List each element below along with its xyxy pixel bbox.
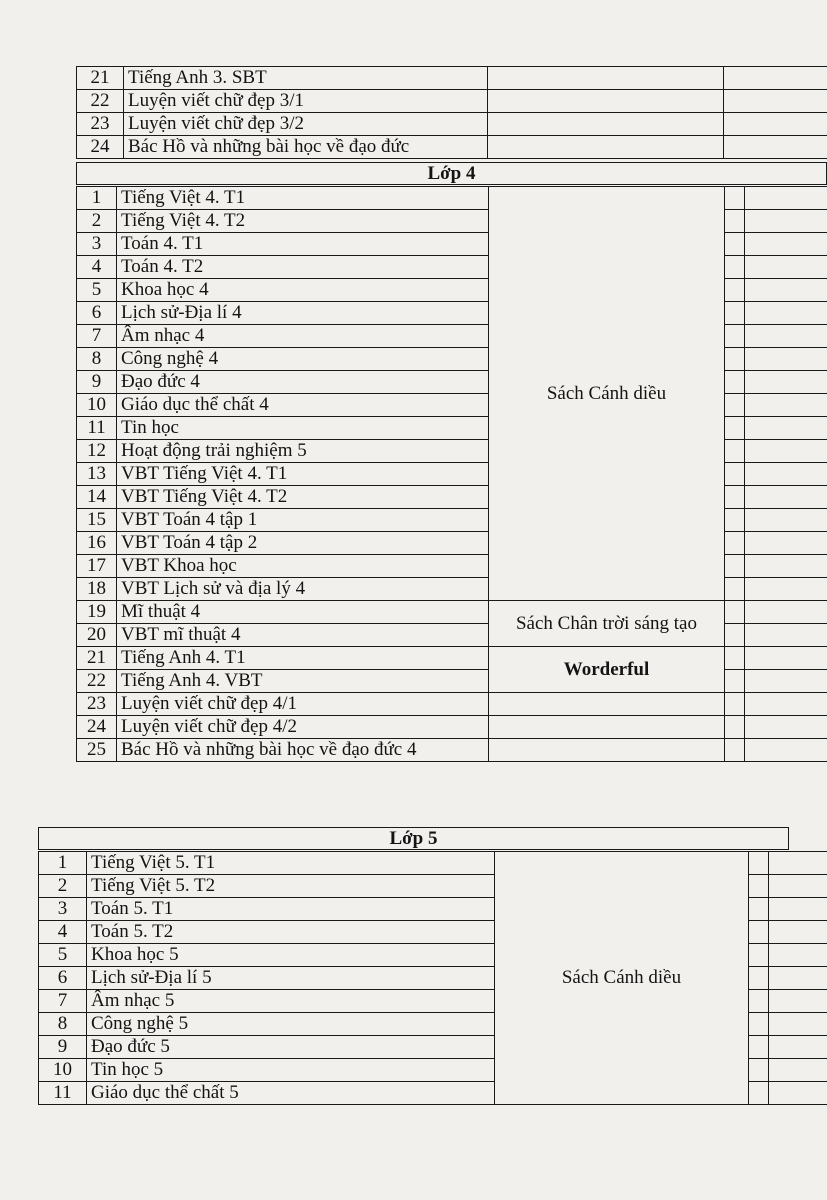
row-number: 2 — [77, 210, 117, 233]
row-number: 5 — [77, 279, 117, 302]
book-title: Công nghệ 4 — [117, 348, 489, 371]
blank-cell — [745, 371, 827, 394]
book-title: Tin học 5 — [87, 1059, 495, 1082]
blank-cell — [725, 302, 745, 325]
book-title: Toán 4. T1 — [117, 233, 489, 256]
book-title: Tiếng Anh 3. SBT — [124, 67, 488, 90]
book-title: Tiếng Anh 4. T1 — [117, 647, 489, 670]
book-title: Tiếng Việt 4. T2 — [117, 210, 489, 233]
blank-cell — [749, 875, 769, 898]
blank-cell — [725, 647, 745, 670]
book-title: Công nghệ 5 — [87, 1013, 495, 1036]
blank-cell — [745, 302, 827, 325]
blank-cell — [745, 486, 827, 509]
row-number: 23 — [77, 113, 124, 136]
book-title: Tiếng Việt 4. T1 — [117, 187, 489, 210]
blank-cell — [745, 693, 827, 716]
publisher-chan-troi-sang-tao: Sách Chân trời sáng tạo — [489, 601, 725, 647]
blank-cell — [745, 440, 827, 463]
blank-cell — [725, 716, 745, 739]
book-title: Toán 4. T2 — [117, 256, 489, 279]
row-number: 24 — [77, 716, 117, 739]
blank-cell — [769, 1036, 827, 1059]
row-number: 13 — [77, 463, 117, 486]
blank-cell — [745, 394, 827, 417]
blank-cell — [725, 693, 745, 716]
blank-cell — [749, 1082, 769, 1105]
blank-cell — [745, 670, 827, 693]
row-number: 11 — [77, 417, 117, 440]
blank-cell — [745, 578, 827, 601]
blank-cell — [724, 90, 827, 113]
blank-cell — [745, 555, 827, 578]
blank-cell — [725, 233, 745, 256]
blank-cell — [769, 921, 827, 944]
book-title: Bác Hồ và những bài học về đạo đức 4 — [117, 739, 489, 762]
row-number: 21 — [77, 67, 124, 90]
blank-cell — [725, 463, 745, 486]
table-row — [77, 67, 827, 90]
row-number: 16 — [77, 532, 117, 555]
blank-cell — [745, 417, 827, 440]
row-number: 6 — [77, 302, 117, 325]
row-number: 3 — [77, 233, 117, 256]
table-row — [77, 716, 827, 739]
book-title: Giáo dục thể chất 4 — [117, 394, 489, 417]
publisher-worderful: Worderful — [489, 647, 725, 693]
blank-cell — [769, 875, 827, 898]
book-title: Âm nhạc 5 — [87, 990, 495, 1013]
book-title: Đạo đức 4 — [117, 371, 489, 394]
book-title: Luyện viết chữ đẹp 3/1 — [124, 90, 488, 113]
row-number: 6 — [39, 967, 87, 990]
blank-cell — [749, 921, 769, 944]
blank-cell — [725, 371, 745, 394]
book-title: Luyện viết chữ đẹp 3/2 — [124, 113, 488, 136]
row-number: 20 — [77, 624, 117, 647]
table-row — [77, 739, 827, 762]
book-title: Hoạt động trải nghiệm 5 — [117, 440, 489, 463]
blank-cell — [745, 716, 827, 739]
book-title: Tiếng Anh 4. VBT — [117, 670, 489, 693]
row-number: 25 — [77, 739, 117, 762]
blank-cell — [725, 555, 745, 578]
blank-cell — [745, 601, 827, 624]
blank-cell — [769, 967, 827, 990]
row-number: 5 — [39, 944, 87, 967]
table-row — [77, 647, 827, 670]
book-title: Tin học — [117, 417, 489, 440]
blank-cell — [749, 967, 769, 990]
blank-cell — [724, 113, 827, 136]
row-number: 1 — [77, 187, 117, 210]
row-number: 11 — [39, 1082, 87, 1105]
book-title: Toán 5. T2 — [87, 921, 495, 944]
book-title: Bác Hồ và những bài học về đạo đức — [124, 136, 488, 159]
table-row — [77, 113, 827, 136]
blank-cell — [749, 852, 769, 875]
publisher-canh-dieu: Sách Cánh diều — [495, 852, 749, 1105]
blank-cell — [725, 256, 745, 279]
blank-cell — [725, 486, 745, 509]
blank-cell — [725, 624, 745, 647]
blank-cell — [745, 233, 827, 256]
row-number: 10 — [77, 394, 117, 417]
publisher-cell — [488, 113, 724, 136]
blank-cell — [725, 210, 745, 233]
book-title: Lịch sử-Địa lí 4 — [117, 302, 489, 325]
book-title: Mĩ thuật 4 — [117, 601, 489, 624]
book-title: VBT Toán 4 tập 2 — [117, 532, 489, 555]
book-title: VBT Lịch sử và địa lý 4 — [117, 578, 489, 601]
blank-cell — [725, 532, 745, 555]
book-title: Toán 5. T1 — [87, 898, 495, 921]
blank-cell — [725, 601, 745, 624]
book-title: VBT Tiếng Việt 4. T1 — [117, 463, 489, 486]
table-row — [39, 852, 827, 875]
blank-cell — [725, 348, 745, 371]
book-title: Khoa học 5 — [87, 944, 495, 967]
row-number: 12 — [77, 440, 117, 463]
blank-cell — [749, 1036, 769, 1059]
book-title: Khoa học 4 — [117, 279, 489, 302]
blank-cell — [769, 1082, 827, 1105]
blank-cell — [749, 1059, 769, 1082]
book-title: Lịch sử-Địa lí 5 — [87, 967, 495, 990]
publisher-cell — [488, 90, 724, 113]
blank-cell — [724, 67, 827, 90]
row-number: 7 — [39, 990, 87, 1013]
publisher-cell — [488, 136, 724, 159]
row-number: 19 — [77, 601, 117, 624]
book-title: VBT Toán 4 tập 1 — [117, 509, 489, 532]
book-title: VBT mĩ thuật 4 — [117, 624, 489, 647]
publisher-cell — [489, 693, 725, 716]
blank-cell — [724, 136, 827, 159]
row-number: 9 — [39, 1036, 87, 1059]
blank-cell — [745, 509, 827, 532]
row-number: 15 — [77, 509, 117, 532]
book-title: Tiếng Việt 5. T1 — [87, 852, 495, 875]
table-row — [77, 693, 827, 716]
table-row — [77, 136, 827, 159]
row-number: 7 — [77, 325, 117, 348]
grade5-table — [38, 851, 827, 1105]
row-number: 3 — [39, 898, 87, 921]
blank-cell — [745, 463, 827, 486]
blank-cell — [725, 670, 745, 693]
book-title: Giáo dục thể chất 5 — [87, 1082, 495, 1105]
blank-cell — [725, 417, 745, 440]
blank-cell — [745, 532, 827, 555]
publisher-cell — [489, 739, 725, 762]
blank-cell — [745, 647, 827, 670]
row-number: 10 — [39, 1059, 87, 1082]
book-title: VBT Khoa học — [117, 555, 489, 578]
blank-cell — [725, 279, 745, 302]
blank-cell — [725, 187, 745, 210]
book-title: VBT Tiếng Việt 4. T2 — [117, 486, 489, 509]
blank-cell — [745, 256, 827, 279]
row-number: 2 — [39, 875, 87, 898]
grade4-table — [76, 186, 827, 762]
blank-cell — [749, 898, 769, 921]
blank-cell — [745, 348, 827, 371]
row-number: 18 — [77, 578, 117, 601]
book-title: Luyện viết chữ đẹp 4/1 — [117, 693, 489, 716]
blank-cell — [769, 1059, 827, 1082]
table-row — [77, 90, 827, 113]
blank-cell — [769, 1013, 827, 1036]
row-number: 4 — [77, 256, 117, 279]
row-number: 9 — [77, 371, 117, 394]
grade4-heading: Lớp 4 — [76, 162, 827, 185]
blank-cell — [745, 739, 827, 762]
blank-cell — [745, 210, 827, 233]
grade3-tail-table — [76, 66, 827, 159]
row-number: 17 — [77, 555, 117, 578]
row-number: 21 — [77, 647, 117, 670]
grade5-heading: Lớp 5 — [38, 827, 789, 850]
blank-cell — [749, 990, 769, 1013]
row-number: 4 — [39, 921, 87, 944]
blank-cell — [769, 944, 827, 967]
row-number: 8 — [39, 1013, 87, 1036]
blank-cell — [769, 852, 827, 875]
row-number: 8 — [77, 348, 117, 371]
table-row — [77, 601, 827, 624]
publisher-cell — [488, 67, 724, 90]
row-number: 14 — [77, 486, 117, 509]
publisher-canh-dieu: Sách Cánh diều — [489, 187, 725, 601]
table-row — [77, 187, 827, 210]
blank-cell — [745, 325, 827, 348]
book-title: Luyện viết chữ đẹp 4/2 — [117, 716, 489, 739]
blank-cell — [725, 440, 745, 463]
book-title: Âm nhạc 4 — [117, 325, 489, 348]
row-number: 22 — [77, 670, 117, 693]
blank-cell — [725, 578, 745, 601]
row-number: 22 — [77, 90, 124, 113]
blank-cell — [745, 624, 827, 647]
blank-cell — [725, 325, 745, 348]
row-number: 23 — [77, 693, 117, 716]
blank-cell — [769, 898, 827, 921]
row-number: 24 — [77, 136, 124, 159]
blank-cell — [769, 990, 827, 1013]
blank-cell — [725, 739, 745, 762]
blank-cell — [725, 509, 745, 532]
publisher-cell — [489, 716, 725, 739]
book-title: Đạo đức 5 — [87, 1036, 495, 1059]
blank-cell — [725, 394, 745, 417]
blank-cell — [745, 187, 827, 210]
book-title: Tiếng Việt 5. T2 — [87, 875, 495, 898]
row-number: 1 — [39, 852, 87, 875]
blank-cell — [745, 279, 827, 302]
blank-cell — [749, 944, 769, 967]
blank-cell — [749, 1013, 769, 1036]
